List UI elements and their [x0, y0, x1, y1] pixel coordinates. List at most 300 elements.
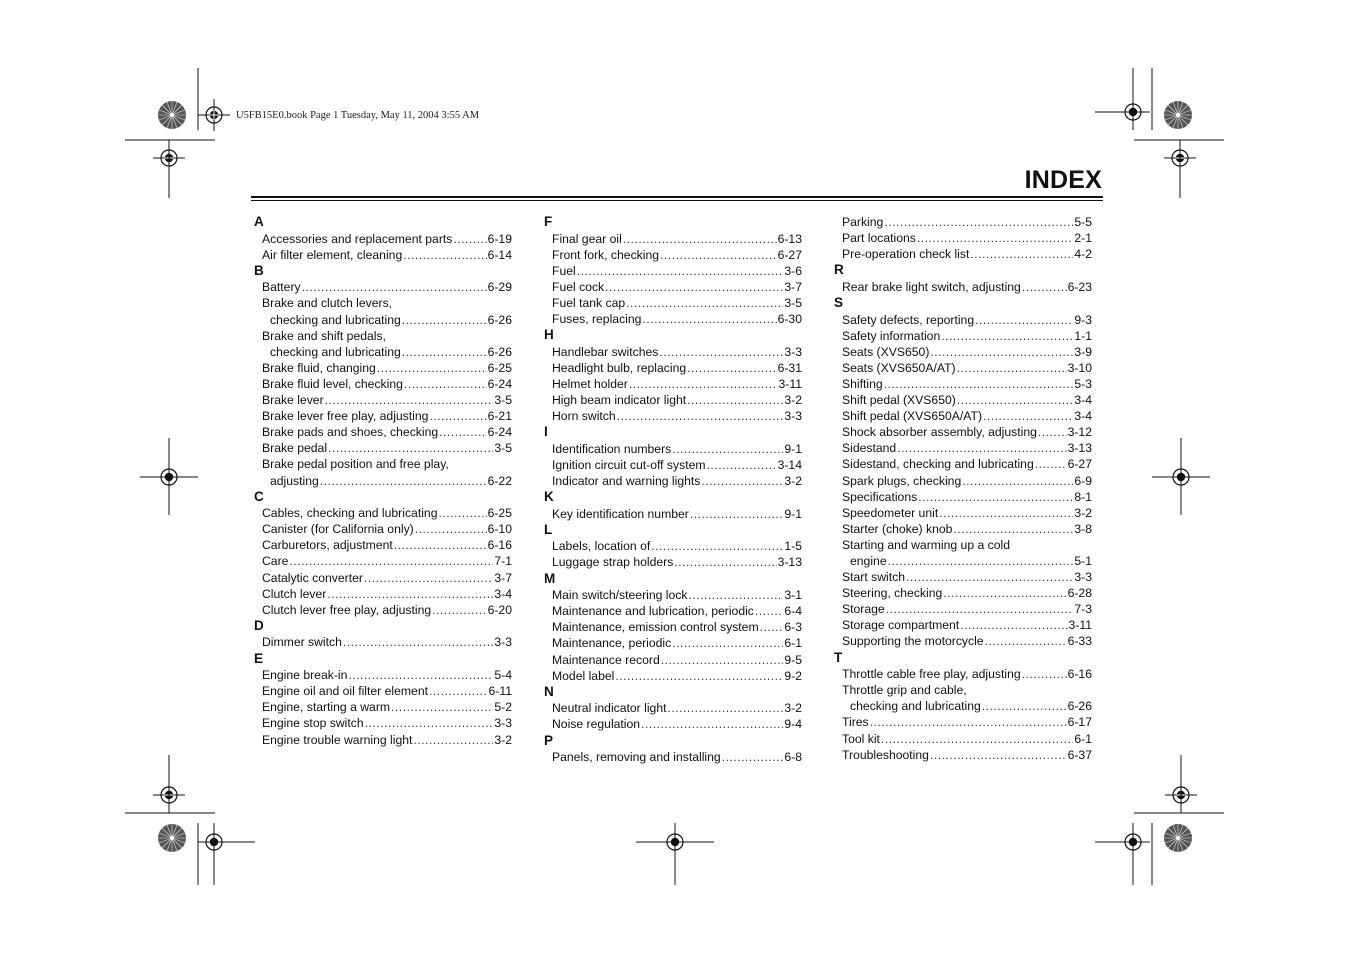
index-entry	[252, 537, 512, 553]
index-entry-text: Clutch lever free play, adjusting	[262, 602, 432, 617]
index-entry	[252, 376, 512, 392]
index-letter-heading: D	[254, 617, 264, 633]
dot-leader	[930, 747, 1067, 763]
index-entry-text: Clutch lever	[262, 586, 327, 601]
index-entry-page: 3-1	[784, 588, 802, 603]
dot-leader	[982, 698, 1067, 714]
index-entry-text: Maintenance, periodic	[552, 636, 672, 651]
index-entry-heading: Brake pedal position and free play,	[262, 457, 449, 472]
dot-leader	[302, 279, 487, 295]
dot-leader	[881, 731, 1073, 747]
index-entry	[252, 505, 512, 521]
index-entry	[542, 247, 802, 263]
index-entry-page: 6-16	[487, 538, 512, 553]
index-entry	[542, 700, 802, 716]
index-entry	[252, 392, 512, 408]
index-entry-text: Catalytic converter	[262, 570, 363, 585]
dot-leader	[402, 344, 487, 360]
index-entry	[252, 553, 512, 569]
index-entry-text: Neutral indicator light	[552, 701, 667, 716]
index-entry-text: Noise regulation	[552, 717, 641, 732]
index-entry-text: Fuses, replacing	[552, 312, 642, 327]
index-entry-page: 3-2	[1074, 505, 1092, 520]
index-letter-heading: N	[544, 683, 554, 699]
index-entry	[542, 554, 802, 570]
index-entry	[542, 619, 802, 635]
index-entry-text: Model label	[552, 668, 615, 683]
index-entry-text: Final gear oil	[552, 231, 622, 246]
dot-leader	[941, 328, 1073, 344]
dot-leader	[429, 408, 486, 424]
index-entry-page: 3-3	[784, 344, 802, 359]
index-entry	[832, 569, 1092, 585]
index-entry	[832, 328, 1092, 344]
index-entry	[832, 376, 1092, 392]
index-entry-page: 3-11	[1068, 618, 1092, 633]
dot-leader	[429, 683, 488, 699]
index-entry	[252, 279, 512, 295]
dot-leader	[615, 668, 783, 684]
index-entry-page: 6-31	[777, 360, 802, 375]
index-entry-page: 3-2	[784, 474, 802, 488]
index-entry	[542, 311, 802, 327]
dot-leader	[659, 344, 783, 360]
index-entry-text: adjusting	[270, 473, 319, 488]
index-entry-text: Sidestand	[842, 441, 897, 456]
index-entry-page: 6-26	[487, 312, 512, 327]
index-entry-text: Parking	[842, 215, 884, 229]
index-entry-page: 1-5	[784, 539, 802, 554]
index-entry-text: Sidestand, checking and lubricating	[842, 457, 1034, 472]
index-entry-page: 3-13	[1067, 441, 1092, 456]
index-entry-page: 3-5	[784, 295, 802, 310]
dot-leader	[402, 312, 487, 328]
index-entry	[832, 731, 1092, 747]
index-entry-text: Specifications	[842, 489, 918, 504]
index-entry-text: Brake fluid, changing	[262, 360, 376, 375]
index-entry-text: Speedometer unit	[842, 505, 939, 520]
index-entry	[252, 667, 512, 683]
index-entry	[832, 440, 1092, 456]
star-target-tr	[1164, 101, 1192, 129]
index-entry-page: 6-26	[487, 344, 512, 359]
index-entry-text: Battery	[262, 280, 301, 295]
dot-leader	[605, 279, 783, 295]
index-entry-heading: Starting and warming up a cold	[842, 537, 1011, 552]
index-entry	[542, 344, 802, 360]
index-entry-page: 3-13	[777, 555, 802, 570]
dot-leader	[403, 247, 486, 263]
dot-leader	[962, 473, 1073, 489]
index-entry-page: 5-4	[494, 668, 512, 683]
index-entry	[832, 747, 1092, 763]
index-entry-page: 3-10	[1067, 360, 1092, 375]
index-entry-text: Maintenance, emission control system	[552, 620, 759, 635]
dot-leader	[623, 231, 777, 247]
index-entry-page: 3-12	[1067, 425, 1092, 440]
index-entry	[252, 699, 512, 715]
dot-leader	[453, 231, 486, 247]
dot-leader	[327, 586, 493, 602]
index-entry	[832, 714, 1092, 730]
index-entry	[832, 521, 1092, 537]
index-entry-page: 6-28	[1067, 586, 1092, 601]
dot-leader	[939, 505, 1073, 521]
index-entry-page: 7-3	[1074, 602, 1092, 617]
dot-leader	[432, 602, 486, 618]
index-entry-page: 6-24	[487, 425, 512, 440]
index-entry	[832, 344, 1092, 360]
index-entry-page: 6-22	[487, 473, 512, 488]
index-entry-text: Canister (for California only)	[262, 522, 414, 537]
dot-leader	[641, 716, 783, 732]
index-entry-text: Air filter element, cleaning	[262, 247, 403, 262]
index-entry-text: Spark plugs, checking	[842, 473, 962, 488]
index-entry-text: Engine oil and oil filter element	[262, 684, 428, 699]
index-entry-text: Steering, checking	[842, 586, 943, 601]
index-entry-text: Cables, checking and lubricating	[262, 506, 438, 521]
index-entry-text: Brake lever	[262, 393, 324, 408]
dot-leader	[577, 263, 784, 279]
index-letter-heading: C	[254, 488, 264, 504]
index-entry-text: Maintenance record	[552, 652, 660, 667]
index-entry-page: 3-2	[784, 701, 802, 716]
index-letter-heading: H	[544, 327, 554, 343]
index-entry	[542, 749, 802, 765]
index-entry-text: Panels, removing and installing	[552, 750, 721, 765]
index-entry-page: 9-3	[1074, 312, 1092, 327]
index-entry-page: 9-4	[784, 717, 802, 732]
index-entry-page: 6-27	[777, 247, 802, 262]
index-entry-page: 6-17	[1067, 715, 1092, 730]
dot-leader	[667, 700, 783, 716]
index-entry	[542, 716, 802, 732]
index-entry-page: 3-3	[494, 716, 512, 731]
index-entry-page: 3-5	[494, 441, 512, 456]
dot-leader	[687, 392, 783, 408]
dot-leader	[884, 376, 1074, 392]
index-entry-text: Care	[262, 554, 289, 569]
index-entry-text: Seats (XVS650)	[842, 344, 930, 359]
index-entry-text: Luggage strap holders	[552, 555, 674, 570]
dot-leader	[897, 440, 1066, 456]
index-entry-text: checking and lubricating	[270, 344, 401, 359]
dot-leader	[760, 619, 784, 635]
index-entry	[832, 585, 1092, 601]
index-entry-page: 3-7	[494, 570, 512, 585]
index-entry-text: Engine trouble warning light	[262, 732, 413, 747]
index-entry-page: 6-25	[487, 360, 512, 375]
dot-leader	[917, 230, 1074, 246]
index-entry-page: 8-1	[1074, 489, 1092, 504]
dot-leader	[674, 554, 776, 570]
index-entry-page: 6-11	[488, 684, 512, 699]
index-entry-page: 6-8	[784, 750, 802, 765]
index-entry-text: Seats (XVS650A/AT)	[842, 360, 956, 375]
index-entry	[542, 587, 802, 603]
index-entry-text: Carburetors, adjustment	[262, 538, 393, 553]
index-entry-text: checking and lubricating	[270, 312, 401, 327]
index-entry	[542, 652, 802, 668]
index-entry-page: 3-4	[1074, 409, 1092, 424]
index-entry-page: 3-7	[784, 279, 802, 294]
dot-leader	[943, 585, 1066, 601]
index-letter-heading: L	[544, 521, 553, 537]
index-entry	[542, 295, 802, 311]
dot-leader	[906, 569, 1073, 585]
index-entry-text: Shock absorber assembly, adjusting	[842, 425, 1037, 440]
index-entry-page: 6-27	[1067, 457, 1092, 472]
index-entry-page: 6-33	[1067, 634, 1092, 649]
index-entry-text: Dimmer switch	[262, 635, 342, 650]
index-entry-page: 6-29	[487, 280, 512, 295]
index-entry-page: 3-6	[784, 263, 802, 278]
page-title: INDEX	[1024, 166, 1102, 194]
index-entry-page: 9-2	[784, 668, 802, 683]
index-entry-page: 6-13	[777, 231, 802, 246]
index-entry-text: Fuel tank cap	[552, 295, 626, 310]
index-entry-page: 1-1	[1074, 328, 1092, 343]
dot-leader	[642, 311, 776, 327]
index-entry	[542, 392, 802, 408]
index-entry-text: Shift pedal (XVS650A/AT)	[842, 409, 983, 424]
index-entry	[832, 505, 1092, 521]
index-entry	[832, 553, 1092, 569]
index-entry-text: Helmet holder	[552, 376, 628, 391]
index-entry-page: 4-2	[1074, 247, 1092, 262]
index-entry	[832, 617, 1092, 633]
dot-leader	[348, 667, 493, 683]
index-entry-page: 6-24	[487, 376, 512, 391]
index-entry-page: 5-5	[1074, 215, 1092, 229]
index-entry	[832, 473, 1092, 489]
index-entry-text: Rear brake light switch, adjusting	[842, 279, 1021, 294]
index-letter-heading: F	[544, 214, 553, 229]
index-entry-page: 7-1	[494, 554, 512, 569]
index-entry	[252, 732, 512, 748]
index-entry	[832, 230, 1092, 246]
index-entry-page: 3-11	[778, 376, 802, 391]
index-entry	[542, 538, 802, 554]
dot-leader	[884, 214, 1073, 230]
index-entry	[542, 635, 802, 651]
dot-leader	[953, 521, 1073, 537]
index-entry-text: Shifting	[842, 376, 883, 391]
dot-leader	[1022, 666, 1067, 682]
index-entry	[542, 231, 802, 247]
index-entry-page: 3-3	[784, 409, 802, 424]
index-entry-text: Engine stop switch	[262, 716, 364, 731]
index-entry	[832, 698, 1092, 714]
dot-leader	[391, 699, 493, 715]
index-letter-heading: S	[834, 294, 844, 310]
index-entry-text: Ignition circuit cut-off system	[552, 457, 706, 472]
index-entry	[832, 312, 1092, 328]
index-entry-page: 2-1	[1074, 231, 1092, 246]
index-entry-text: Pre-operation check list	[842, 247, 970, 262]
index-entry-text: Brake fluid level, checking	[262, 376, 403, 391]
index-entry-text: Fuel	[552, 263, 576, 278]
index-entry-page: 5-1	[1074, 553, 1092, 568]
index-entry-text: Shift pedal (XVS650)	[842, 393, 956, 408]
dot-leader	[690, 506, 784, 522]
dot-leader	[394, 537, 487, 553]
index-letter-heading: B	[254, 262, 264, 278]
title-rule	[251, 196, 1103, 198]
index-entry-text: Troubleshooting	[842, 747, 929, 762]
index-entry-page: 3-3	[1074, 570, 1092, 585]
dot-leader	[755, 603, 783, 619]
index-letter-heading: K	[544, 489, 554, 505]
index-entry-text: Fuel cock	[552, 279, 605, 294]
index-entry-page: 9-1	[784, 441, 802, 456]
index-entry	[252, 424, 512, 440]
dot-leader	[415, 521, 487, 537]
index-entry-text: Main switch/steering lock	[552, 588, 688, 603]
index-entry-text: Brake lever free play, adjusting	[262, 409, 429, 424]
dot-leader	[289, 553, 493, 569]
dot-leader	[629, 376, 778, 392]
index-entry-text: Engine, starting a warm	[262, 700, 391, 715]
index-entry	[832, 246, 1092, 262]
index-entry-heading: Brake and clutch levers,	[262, 296, 393, 311]
dot-leader	[328, 440, 493, 456]
index-entry-page: 5-2	[494, 700, 512, 715]
index-letter-heading: I	[544, 424, 548, 440]
index-entry	[832, 666, 1092, 682]
index-entry-text: Labels, location of	[552, 539, 651, 554]
index-entry-page: 6-16	[1067, 667, 1092, 682]
dot-leader	[413, 732, 493, 748]
index-entry-heading: Brake and shift pedals,	[262, 328, 386, 343]
index-entry	[542, 279, 802, 295]
index-entry-page: 6-23	[1067, 279, 1092, 294]
index-entry-page: 6-30	[777, 312, 802, 327]
dot-leader	[1038, 424, 1067, 440]
index-entry-text: Identification numbers	[552, 441, 672, 456]
dot-leader	[688, 587, 783, 603]
index-entry-page: 6-1	[1074, 731, 1092, 746]
index-entry-heading: Throttle grip and cable,	[842, 683, 967, 698]
dot-leader	[870, 714, 1067, 730]
index-entry-text: Starter (choke) knob	[842, 521, 953, 536]
dot-leader	[687, 360, 776, 376]
index-entry	[252, 231, 512, 247]
index-entry	[542, 263, 802, 279]
index-entry-text: Horn switch	[552, 409, 616, 424]
index-entry	[832, 489, 1092, 505]
index-entry	[832, 360, 1092, 376]
index-entry-text: Supporting the motorcycle	[842, 634, 984, 649]
star-target-bl	[158, 824, 186, 852]
index-entry-text: Maintenance and lubrication, periodic	[552, 604, 754, 619]
index-entry-text: Safety defects, reporting	[842, 312, 975, 327]
index-entry-page: 3-2	[494, 732, 512, 747]
index-entry-text: Indicator and warning lights	[552, 474, 701, 488]
index-entry-page: 3-9	[1074, 344, 1092, 359]
index-entry	[252, 586, 512, 602]
index-entry-text: Start switch	[842, 570, 905, 585]
index-entry-page: 6-10	[487, 522, 512, 537]
index-entry-text: Tires	[842, 715, 869, 730]
dot-leader	[617, 408, 784, 424]
index-entry-text: Engine break-in	[262, 668, 348, 683]
dot-leader	[404, 376, 487, 392]
index-entry-text: Accessories and replacement parts	[262, 231, 453, 246]
index-entry	[252, 634, 512, 650]
index-entry-page: 6-1	[784, 636, 802, 651]
index-entry	[252, 715, 512, 731]
dot-leader	[701, 473, 783, 489]
index-entry-text: engine	[850, 553, 887, 568]
index-entry	[252, 473, 512, 489]
index-letter-heading: P	[544, 732, 554, 748]
dot-leader	[985, 633, 1067, 649]
index-letter-heading: T	[834, 649, 843, 665]
dot-leader	[439, 424, 486, 440]
index-entry-page: 6-25	[487, 506, 512, 521]
index-letter-heading: E	[254, 650, 264, 666]
dot-leader	[660, 247, 777, 263]
index-entry	[832, 214, 1092, 230]
index-entry	[832, 424, 1092, 440]
index-entry-text: Brake pedal	[262, 441, 328, 456]
dot-leader	[438, 505, 486, 521]
index-entry-text: Tool kit	[842, 731, 880, 746]
index-column-2	[542, 214, 802, 765]
dot-leader	[325, 392, 494, 408]
index-entry	[832, 408, 1092, 424]
index-entry	[252, 570, 512, 586]
index-entry-page: 3-2	[784, 393, 802, 408]
index-entry	[832, 279, 1092, 295]
star-target-tl	[158, 101, 186, 129]
dot-leader	[957, 392, 1074, 408]
print-slug: U5FB15E0.book Page 1 Tuesday, May 11, 2004 3:55 AM	[236, 110, 480, 121]
dot-leader	[377, 360, 487, 376]
index-entry-page: 6-20	[487, 602, 512, 617]
index-entry	[832, 601, 1092, 617]
dot-leader	[626, 295, 783, 311]
dot-leader	[930, 344, 1073, 360]
index-entry-page: 6-37	[1067, 747, 1092, 762]
index-entry	[542, 603, 802, 619]
dot-leader	[886, 601, 1074, 617]
dot-leader	[970, 246, 1073, 262]
dot-leader	[661, 652, 784, 668]
index-letter-heading: A	[254, 214, 264, 229]
title-rule-thin	[251, 200, 1103, 201]
index-entry-page: 6-3	[784, 620, 802, 635]
index-entry	[542, 473, 802, 489]
index-entry-text: Brake pads and shoes, checking	[262, 425, 439, 440]
dot-leader	[320, 473, 487, 489]
index-entry	[252, 602, 512, 618]
index-entry-page: 3-4	[494, 586, 512, 601]
dot-leader	[1035, 456, 1067, 472]
index-entry	[542, 506, 802, 522]
index-entry-text: High beam indicator light	[552, 393, 687, 408]
star-target-br	[1164, 824, 1192, 852]
index-entry	[832, 456, 1092, 472]
index-entry-page: 6-19	[487, 231, 512, 246]
index-entry	[252, 683, 512, 699]
index-entry	[542, 408, 802, 424]
index-entry-page: 3-4	[1074, 393, 1092, 408]
index-entry-text: Storage compartment	[842, 618, 960, 633]
index-entry-page: 6-21	[487, 409, 512, 424]
index-entry-page: 6-26	[1067, 699, 1092, 714]
